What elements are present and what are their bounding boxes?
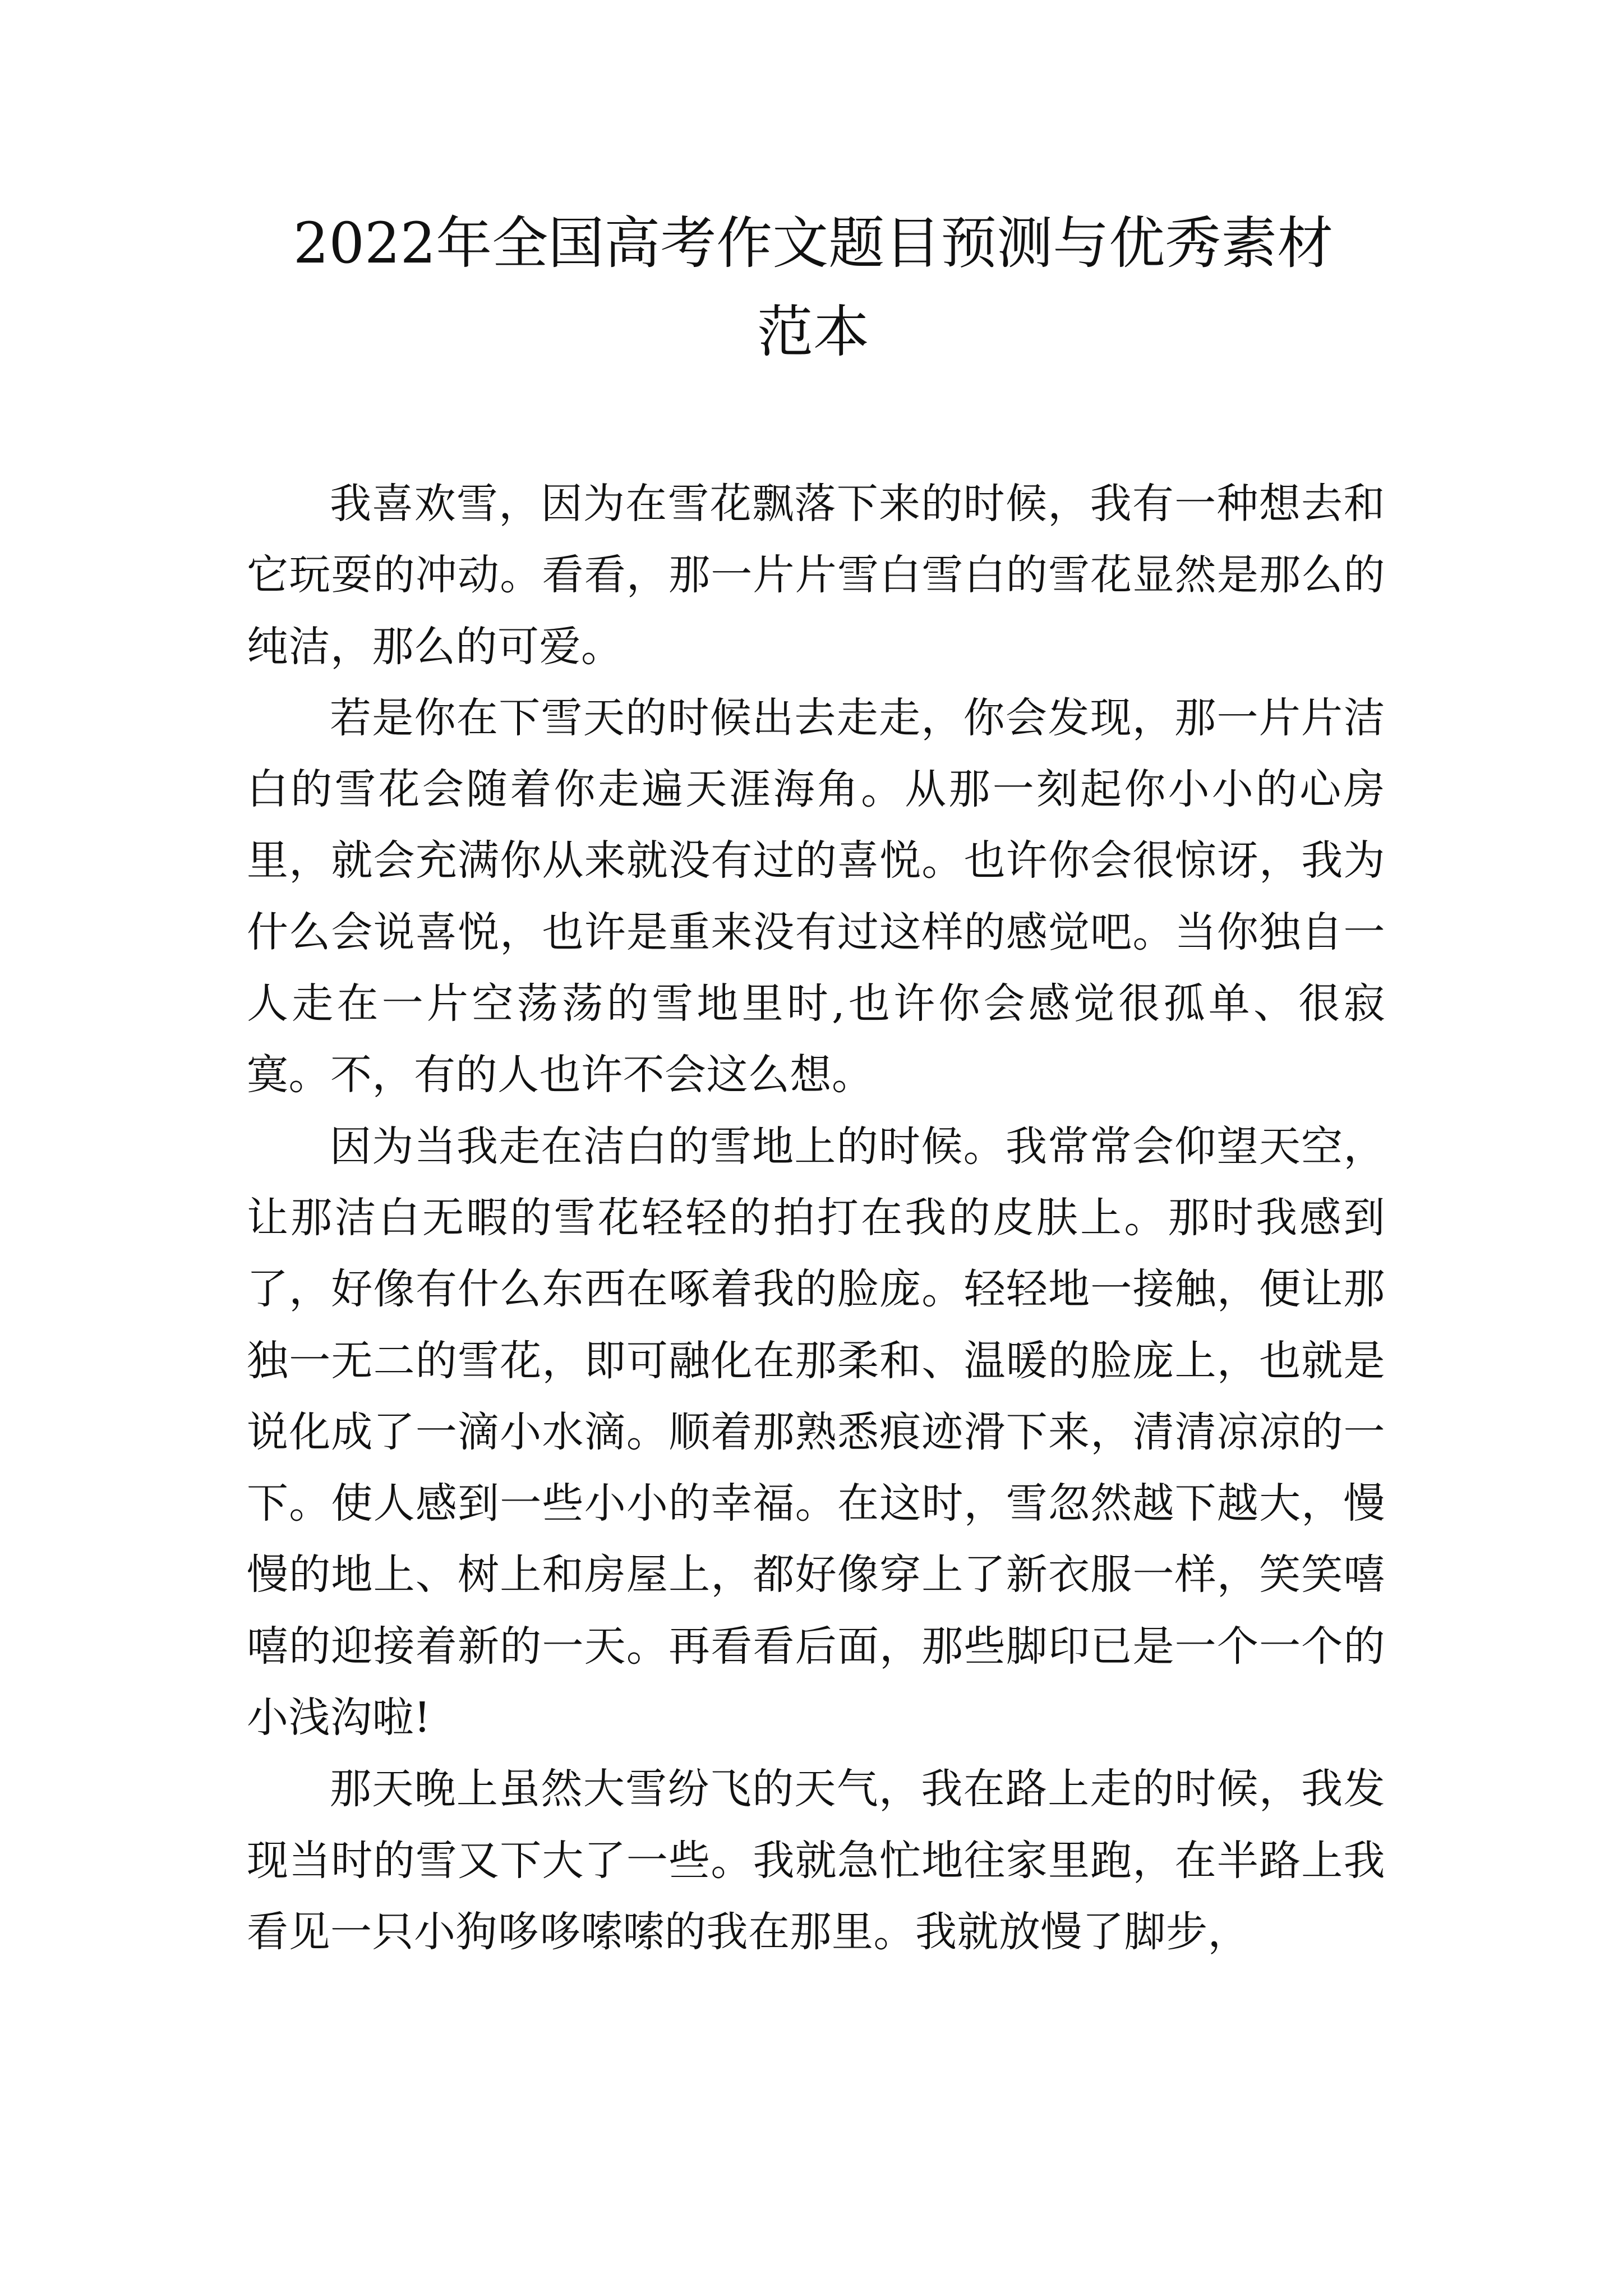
- paragraph-4: 那天晚上虽然大雪纷飞的天气，我在路上走的时候，我发现当时的雪又下大了一些。我就急忙地往家里跑，在半路上我看见一只小狗哆哆嗦嗦的我在那里。我就放慢了脚步，: [247, 1765, 1385, 1956]
- document-body: [247, 468, 1385, 1968]
- title-line-2: 范本: [757, 299, 869, 365]
- document-title: [247, 199, 1380, 376]
- paragraph-2: 若是你在下雪天的时候出去走走，你会发现，那一片片洁白的雪花会随着你走遍天涯海角。从那一刻起你小小的心房里，就会充满你从来就没有过的喜悦。也许你会很惊讶，我为什么会说喜悦，也许是重来没有过这样的感觉吧。当你独自一人走在一片空荡荡的雪地里时,也许你会感觉很孤单、很寂寞。不，有的人也许不会这么想。: [247, 693, 1385, 1099]
- paragraph-1: 我喜欢雪，因为在雪花飘落下来的时候，我有一种想去和它玩耍的冲动。看看，那一片片雪白雪白的雪花显然是那么的纯洁，那么的可爱。: [247, 480, 1385, 671]
- paragraph-3: 因为当我走在洁白的雪地上的时候。我常常会仰望天空，让那洁白无暇的雪花轻轻的拍打在我的皮肤上。那时我感到了，好像有什么东西在啄着我的脸庞。轻轻地一接触，便让那独一无二的雪花，即可融化在那柔和、温暖的脸庞上，也就是说化成了一滴小水滴。顺着那熟悉痕迹滑下来，清清凉凉的一下。使人感到一些小小的幸福。在这时，雪忽然越下越大，慢慢的地上、树上和房屋上，都好像穿上了新衣服一样，笑笑嘻嘻的迎接着新的一天。再看看后面，那些脚印已是一个一个的小浅沟啦!: [247, 1122, 1385, 1742]
- title-line-1: 2022年全国高考作文题目预测与优秀素材: [293, 210, 1334, 276]
